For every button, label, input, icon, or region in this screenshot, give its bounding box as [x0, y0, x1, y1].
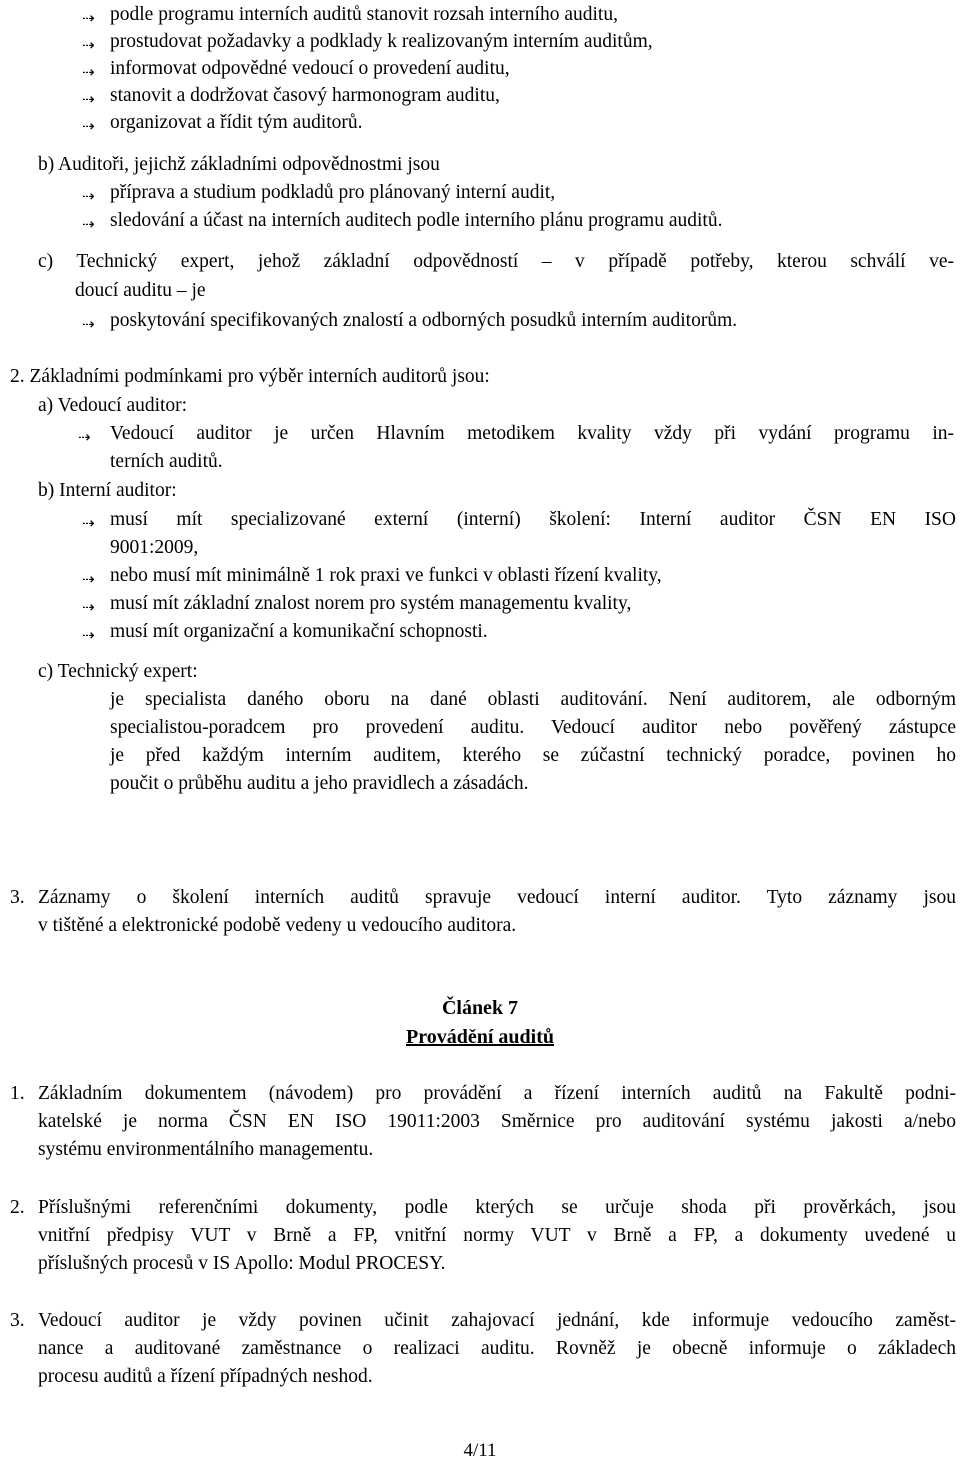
list-item: podle programu interních auditů stanovit rozsah interního auditu, [110, 4, 618, 25]
paragraph-number: 2. [10, 1197, 25, 1218]
arrow-bullet-icon: ⇢ [82, 215, 95, 233]
list-item: musí mít organizační a komunikační schopnosti. [110, 621, 488, 642]
paragraph-b-auditors: b) Auditoři, jejichž základními odpovědnostmi jsou [38, 154, 440, 175]
subsection-label: b) Interní auditor: [38, 480, 177, 501]
paragraph-c-expert-line: doucí auditu – je [75, 280, 206, 301]
arrow-bullet-icon: ⇢ [82, 598, 95, 616]
list-item: příprava a studium podkladů pro plánovaný interní audit, [110, 182, 556, 203]
list-item: sledování a účast na interních auditech podle interního plánu programu auditů. [110, 210, 723, 231]
arrow-bullet-icon: ⇢ [82, 315, 95, 333]
paragraph-line: vnitřní předpisy VUT v Brně a FP, vnitřní normy VUT v Brně a FP, a dokumenty uvedené u [38, 1225, 956, 1246]
list-item: stanovit a dodržovat časový harmonogram auditu, [110, 85, 500, 106]
paragraph-line: Základním dokumentem (návodem) pro provádění a řízení interních auditů na Fakultě podni- [38, 1083, 956, 1104]
arrow-bullet-icon: ⇢ [82, 9, 95, 27]
arrow-bullet-icon: ⇢ [82, 626, 95, 644]
paragraph-number: 3. [10, 887, 25, 908]
subsection-label: c) Technický expert: [38, 661, 198, 682]
page-number: 4/11 [463, 1440, 497, 1461]
list-item-continued: 9001:2009, [110, 537, 199, 558]
section-heading: 2. Základními podmínkami pro výběr interních auditorů jsou: [10, 366, 490, 387]
paragraph-number: 3. [10, 1310, 25, 1331]
arrow-bullet-icon: ⇢ [82, 36, 95, 54]
paragraph-line: procesu auditů a řízení případných neshod. [38, 1366, 373, 1387]
subsection-label: a) Vedoucí auditor: [38, 395, 188, 416]
paragraph-line: poučit o průběhu auditu a jeho pravidlech a zásadách. [110, 773, 529, 794]
paragraph-line: nance a auditované zaměstnance o realizaci auditu. Rovněž je obecně informuje o základech [38, 1338, 956, 1359]
arrow-bullet-icon: ⇢ [82, 187, 95, 205]
list-item: musí mít specializované externí (interní) školení: Interní auditor ČSN EN ISO [110, 509, 956, 530]
paragraph-number: 1. [10, 1083, 25, 1104]
paragraph-c-expert-line: c) Technický expert, jehož základní odpovědností – v případě potřeby, kterou schválí ve- [38, 251, 954, 272]
paragraph-line: specialistou-poradcem pro provedení auditu. Vedoucí auditor nebo pověřený zástupce [110, 717, 956, 738]
arrow-bullet-icon: ⇢ [82, 90, 95, 108]
arrow-bullet-icon: ⇢ [82, 514, 95, 532]
list-item: nebo musí mít minimálně 1 rok praxi ve funkci v oblasti řízení kvality, [110, 565, 662, 586]
list-item: Vedoucí auditor je určen Hlavním metodikem kvality vždy při vydání programu in- [110, 423, 954, 444]
list-item: musí mít základní znalost norem pro systém managementu kvality, [110, 593, 632, 614]
arrow-bullet-icon: ⇢ [78, 428, 91, 446]
article-title-text: Provádění auditů [406, 1026, 554, 1048]
paragraph-line: příslušných procesů v IS Apollo: Modul PROCESY. [38, 1253, 446, 1274]
arrow-bullet-icon: ⇢ [82, 117, 95, 135]
paragraph-line: Příslušnými referenčními dokumenty, podle kterých se určuje shoda při prověrkách, jsou [38, 1197, 956, 1218]
paragraph-line: systému environmentálního managementu. [38, 1139, 374, 1160]
list-item: organizovat a řídit tým auditorů. [110, 112, 363, 133]
arrow-bullet-icon: ⇢ [82, 570, 95, 588]
paragraph-line: katelské je norma ČSN EN ISO 19011:2003 Směrnice pro auditování systému jakosti a/nebo [38, 1111, 956, 1132]
paragraph-line: je specialista daného oboru na dané oblasti auditování. Není auditorem, ale odborným [110, 689, 956, 710]
list-item: poskytování specifikovaných znalostí a odborných posudků interním auditorům. [110, 310, 738, 331]
list-item: informovat odpovědné vedoucí o provedení auditu, [110, 58, 510, 79]
arrow-bullet-icon: ⇢ [82, 63, 95, 81]
article-title [0, 1023, 960, 1052]
paragraph-line: Vedoucí auditor je vždy povinen učinit zahajovací jednání, kde informuje vedoucího zaměst- [38, 1310, 956, 1331]
article-number: Článek 7 [441, 997, 519, 1019]
paragraph-line: Záznamy o školení interních auditů spravuje vedoucí interní auditor. Tyto záznamy jsou [38, 887, 956, 908]
list-item: prostudovat požadavky a podklady k realizovaným interním auditům, [110, 31, 653, 52]
list-item-continued: terních auditů. [110, 451, 223, 472]
paragraph-line: v tištěné a elektronické podobě vedeny u vedoucího auditora. [38, 915, 517, 936]
paragraph-line: je před každým interním auditem, kterého se zúčastní technický poradce, povinen ho [110, 745, 956, 766]
